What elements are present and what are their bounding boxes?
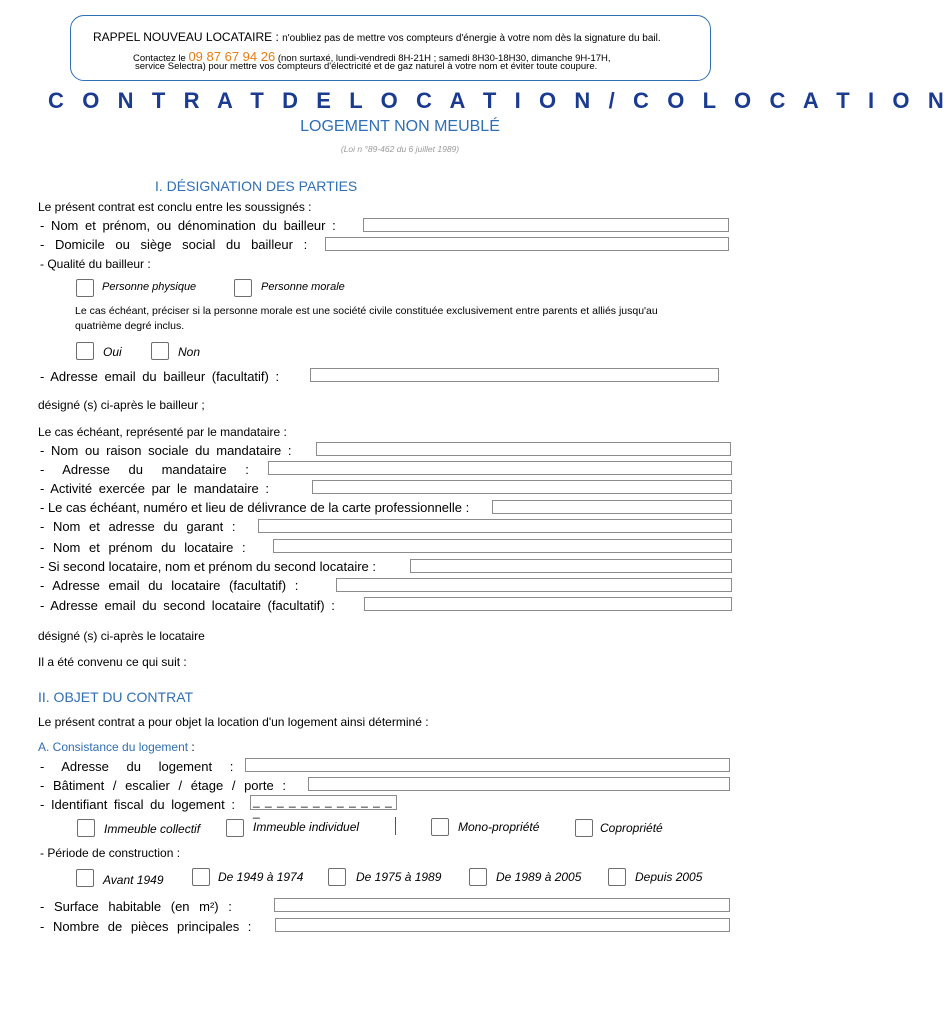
label-oui: Oui <box>103 345 122 359</box>
personne-morale-checkbox[interactable] <box>234 279 252 297</box>
domicile-bailleur-field[interactable] <box>325 237 729 251</box>
rappel-title: RAPPEL NOUVEAU LOCATAIRE : <box>93 30 279 44</box>
avant-1949-checkbox[interactable] <box>76 869 94 887</box>
label-1949-1974: De 1949 à 1974 <box>218 870 304 884</box>
oui-checkbox[interactable] <box>76 342 94 360</box>
non-checkbox[interactable] <box>151 342 169 360</box>
label-second-locataire: - Si second locataire, nom et prénom du second locataire : <box>40 559 377 574</box>
mandataire-activite-field[interactable] <box>312 480 732 494</box>
label-mandataire-nom: - Nom ou raison sociale du mandataire : <box>40 443 292 458</box>
section-2-heading: II. OBJET DU CONTRAT <box>38 689 194 705</box>
mandataire-nom-field[interactable] <box>316 442 731 456</box>
consistance-heading <box>38 738 195 756</box>
label-non: Non <box>178 345 201 359</box>
surface-field[interactable] <box>274 898 730 912</box>
phone-number[interactable]: 09 87 67 94 26 <box>188 49 276 64</box>
label-email-locataire: - Adresse email du locataire (facultatif) : <box>40 578 299 593</box>
mandataire-intro: Le cas échéant, représenté par le mandataire : <box>38 425 287 439</box>
garant-field[interactable] <box>258 519 732 533</box>
adresse-logement-field[interactable] <box>245 758 730 772</box>
law-reference: (Loi n °89-462 du 6 juillet 1989) <box>340 144 460 154</box>
label-email-bailleur: - Adresse email du bailleur (facultatif) : <box>40 369 280 384</box>
personne-physique-checkbox[interactable] <box>76 279 94 297</box>
carte-pro-field[interactable] <box>492 500 732 514</box>
column-divider <box>395 817 396 835</box>
label-immeuble-individuel: Immeuble individuel <box>253 820 360 834</box>
label-avant-1949: Avant 1949 <box>103 873 164 887</box>
label-email-second: - Adresse email du second locataire (facultatif) : <box>40 598 335 613</box>
email-bailleur-field[interactable] <box>310 368 719 382</box>
consistance-colon: : <box>188 740 195 754</box>
label-carte-pro: - Le cas échéant, numéro et lieu de délivrance de la carte professionnelle : <box>40 500 470 515</box>
label-personne-physique: Personne physique <box>102 281 197 293</box>
consistance-label: A. Consistance du logement <box>38 740 189 754</box>
designe-locataire: désigné (s) ci-après le locataire <box>38 629 205 643</box>
section-2-intro: Le présent contrat a pour objet la location d'un logement ainsi déterminé : <box>38 715 429 729</box>
label-mandataire-activite: - Activité exercée par le mandataire : <box>40 481 269 496</box>
p1949-1974-checkbox[interactable] <box>192 868 210 886</box>
label-fiscal: - Identifiant fiscal du logement : <box>40 797 235 812</box>
label-mono-propriete: Mono-propriété <box>458 820 540 834</box>
section-1-intro: Le présent contrat est conclu entre les soussignés : <box>38 200 312 214</box>
nom-bailleur-field[interactable] <box>363 218 729 232</box>
immeuble-individuel-checkbox[interactable] <box>226 819 244 837</box>
copropriete-checkbox[interactable] <box>575 819 593 837</box>
email-locataire-field[interactable] <box>336 578 732 592</box>
label-pieces: - Nombre de pièces principales : <box>40 919 252 934</box>
label-adresse-logement: - Adresse du logement : <box>40 759 234 774</box>
hours-text: (non surtaxé, lundi-vendredi 8H-21H ; samedi 8H30-18H30, dimanche 9H-17H, <box>277 53 611 64</box>
personne-morale-note-2: quatrième degré inclus. <box>75 320 185 332</box>
label-periode: - Période de construction : <box>40 846 181 860</box>
convenu-text: Il a été convenu ce qui suit : <box>38 655 187 669</box>
mono-propriete-checkbox[interactable] <box>431 818 449 836</box>
pieces-field[interactable] <box>275 918 730 932</box>
label-immeuble-collectif: Immeuble collectif <box>104 822 201 836</box>
p1975-1989-checkbox[interactable] <box>328 868 346 886</box>
banner-line-1 <box>93 30 661 44</box>
p1989-2005-checkbox[interactable] <box>469 868 487 886</box>
label-1989-2005: De 1989 à 2005 <box>496 870 582 884</box>
label-batiment: - Bâtiment / escalier / étage / porte : <box>40 778 286 793</box>
contact-prefix: Contactez le <box>133 53 186 64</box>
second-locataire-field[interactable] <box>410 559 732 573</box>
label-nom-bailleur: - Nom et prénom, ou dénomination du bailleur : <box>40 218 336 233</box>
label-garant: - Nom et adresse du garant : <box>40 519 236 534</box>
mandataire-adresse-field[interactable] <box>268 461 732 475</box>
energy-reminder-banner <box>70 15 711 81</box>
label-copropriete: Copropriété <box>600 821 663 835</box>
email-second-field[interactable] <box>364 597 732 611</box>
label-personne-morale: Personne morale <box>261 281 345 293</box>
fiscal-id-field[interactable]: _ _ _ _ _ _ _ _ _ _ _ _ _ <box>250 795 397 810</box>
depuis-2005-checkbox[interactable] <box>608 868 626 886</box>
label-locataire: - Nom et prénom du locataire : <box>40 540 246 555</box>
banner-line-3: service Selectra) pour mettre vos compteurs d'électricité et de gaz naturel à votre nom et éviter toute coupure. <box>135 61 598 72</box>
label-1975-1989: De 1975 à 1989 <box>356 870 442 884</box>
immeuble-collectif-checkbox[interactable] <box>77 819 95 837</box>
rappel-text: n'oubliez pas de mettre vos compteurs d'énergie à votre nom dès la signature du bail. <box>282 33 661 44</box>
page-subtitle: LOGEMENT NON MEUBLÉ <box>300 118 500 135</box>
batiment-field[interactable] <box>308 777 730 791</box>
page-title: C O N T R A T D E L O C A T I O N / C O L O C A T I O N <box>48 88 950 113</box>
label-domicile-bailleur: - Domicile ou siège social du bailleur : <box>40 237 308 252</box>
label-surface: - Surface habitable (en m²) : <box>40 899 232 914</box>
locataire-field[interactable] <box>273 539 732 553</box>
label-qualite-bailleur: - Qualité du bailleur : <box>40 257 151 271</box>
section-1-heading: I. DÉSIGNATION DES PARTIES <box>155 178 358 194</box>
label-depuis-2005: Depuis 2005 <box>635 870 703 884</box>
label-mandataire-adresse: - Adresse du mandataire : <box>40 462 249 477</box>
designe-bailleur: désigné (s) ci-après le bailleur ; <box>38 398 205 412</box>
personne-morale-note-1: Le cas échéant, préciser si la personne morale est une société civile constituée exclusivement entre parents et alliés jusqu'au <box>75 305 658 317</box>
